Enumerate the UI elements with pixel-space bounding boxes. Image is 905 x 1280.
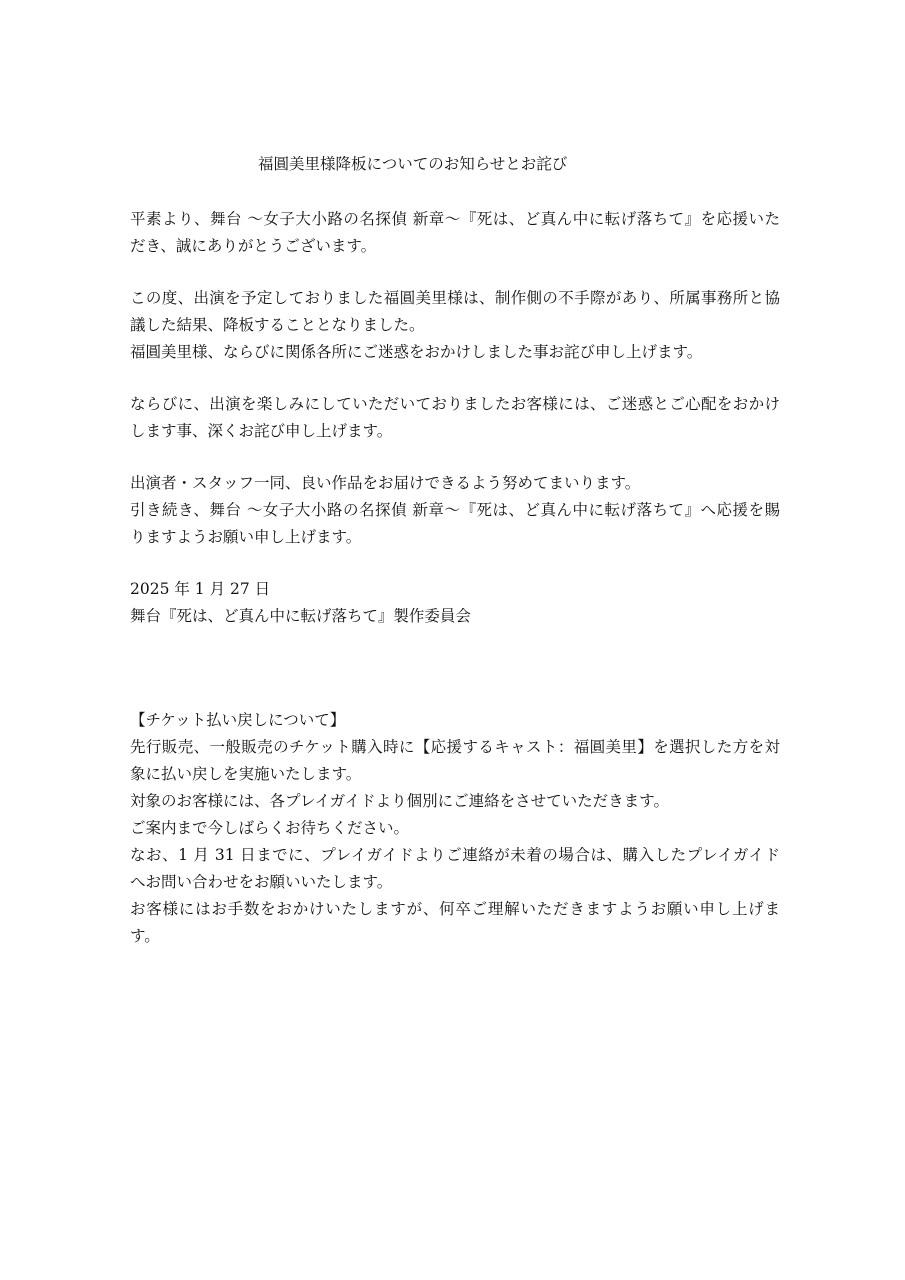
text-line: だき、誠にありがとうございます。 [130, 237, 377, 255]
text-line: 引き続き、舞台 〜女子大小路の名探偵 新章〜『死は、ど真ん中に転げ落ちて』へ応援を賜 [130, 501, 780, 519]
text-line: お客様にはお手数をおかけいたしますが、何卒ご理解いただきますようお願い申し上げま [130, 900, 780, 918]
text-line: 象に払い戻しを実施いたします。 [130, 765, 362, 783]
text-line: 福圓美里様、ならびに関係各所にご迷惑をおかけしました事お詫び申し上げます。 [130, 343, 703, 361]
text-line: 対象のお客様には、各プレイガイドより個別にご連絡をさせていただきます。 [130, 792, 669, 810]
text-line: なお、1 月 31 日までに、プレイガイドよりご連絡が未着の場合は、購入したプレイガイド [130, 846, 780, 864]
paragraph-apology [130, 391, 780, 445]
text-line: この度、出演を予定しておりました福圓美里様は、制作側の不手際があり、所属事務所と協 [130, 289, 780, 307]
text-line: 先行販売、一般販売のチケット購入時に【応援するキャスト：福圓美里】を選択した方を対 [130, 738, 780, 756]
text-line: 議した結果、降板することとなりました。 [130, 316, 425, 334]
ticket-refund-section [130, 707, 780, 950]
announcement-date: 2025 年 1 月 27 日 [130, 580, 271, 598]
text-line: します事、深くお詫び申し上げます。 [130, 422, 393, 440]
ticket-refund-text [130, 707, 780, 950]
text-line: 出演者・スタッフ一同、良い作品をお届けできるよう努めてまいります。 [130, 474, 641, 492]
ticket-refund-heading: 【チケット払い戻しについて】 [130, 711, 346, 729]
text-line: ご案内まで今しばらくお待ちください。 [130, 819, 410, 837]
paragraph-closing [130, 470, 780, 551]
paragraph-greeting [130, 206, 780, 260]
signature-block [130, 576, 780, 630]
text-line: 平素より、舞台 〜女子大小路の名探偵 新章〜『死は、ど真ん中に転げ落ちて』を応援いた [130, 210, 780, 228]
paragraph-withdrawal-notice [130, 285, 780, 366]
document-title: 福圓美里様降板についてのお知らせとお詫び [258, 155, 568, 173]
text-line: へお問い合わせをお願いいたします。 [130, 873, 393, 891]
section-spacer [130, 655, 780, 707]
text-line: りますようお願い申し上げます。 [130, 528, 362, 546]
announcement-signature: 舞台『死は、ど真ん中に転げ落ちて』製作委員会 [130, 607, 471, 625]
text-line: す。 [130, 927, 160, 945]
text-line: ならびに、出演を楽しみにしていただいておりましたお客様には、ご迷惑とご心配をおかけ [130, 395, 780, 413]
document-body [130, 206, 780, 950]
